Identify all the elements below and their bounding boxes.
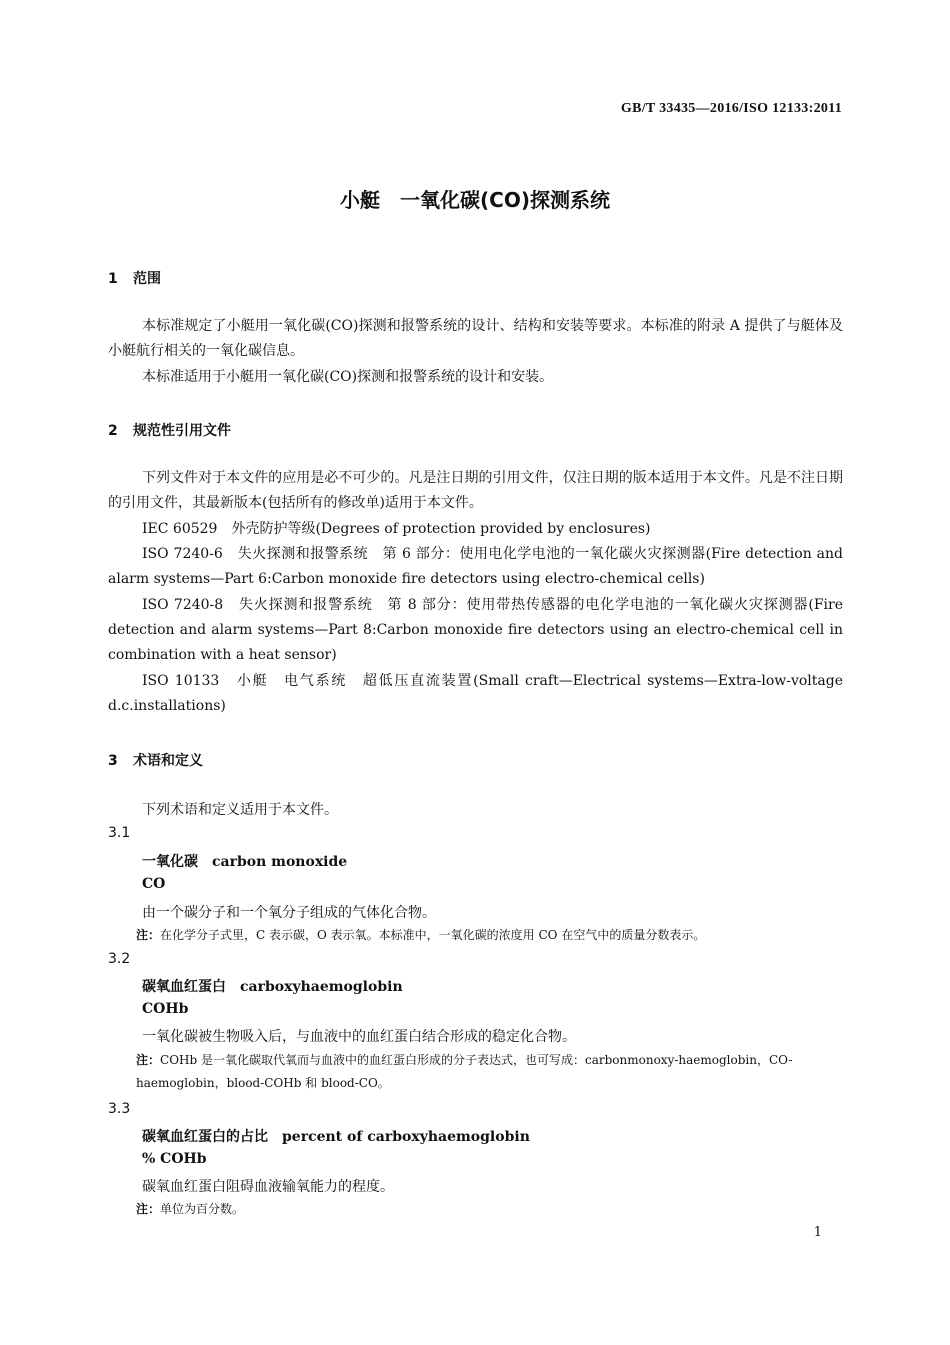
reference-item: ISO 10133 小艇 电气系统 超低压直流装置(Small craft—Electrical systems—Extra-low-voltage d.c.installations) (108, 673, 843, 714)
term-number: 3.3 (108, 1101, 131, 1117)
note-label: 注： (136, 928, 161, 942)
scope-paragraph-2: 本标准适用于小艇用一氧化碳(CO)探测和报警系统的设计和安装。 (142, 369, 554, 385)
term-symbol: % COHb (142, 1151, 207, 1167)
note-text: COHb 是一氧化碳取代氧而与血液中的血红蛋白形成的分子表达式，也可写成：carbonmonoxy-haemoglobin，CO-haemoglobin，blood-COHb 和 blood-CO。 (136, 1053, 793, 1090)
note-text: 单位为百分数。 (160, 1202, 245, 1216)
term-name: 碳氧血红蛋白的占比 percent of carboxyhaemoglobin (142, 1129, 530, 1145)
standard-code: GB/T 33435—2016/ISO 12133:2011 (620, 101, 842, 116)
section-heading-normative-references (108, 420, 231, 440)
document-title: 小艇 一氧化碳(CO)探测系统 (340, 188, 610, 212)
term-note (136, 1049, 842, 1095)
term-number: 3.2 (108, 951, 131, 967)
term-note (136, 924, 842, 947)
term-symbol: COHb (142, 1001, 189, 1017)
section-title: 范围 (133, 271, 161, 287)
term-note (136, 1198, 842, 1221)
section-number: 2 (108, 423, 118, 439)
section-number: 1 (108, 271, 118, 287)
term-name: 碳氧血红蛋白 carboxyhaemoglobin (142, 979, 403, 995)
note-label: 注： (136, 1053, 161, 1067)
section-title: 规范性引用文件 (133, 423, 231, 439)
term-number: 3.1 (108, 825, 131, 841)
references-intro: 下列文件对于本文件的应用是必不可少的。凡是注日期的引用文件，仅注日期的版本适用于本文件。凡是不注日期的引用文件，其最新版本(包括所有的修改单)适用于本文件。 (108, 470, 843, 511)
terms-intro: 下列术语和定义适用于本文件。 (142, 802, 338, 818)
term-definition: 由一个碳分子和一个氧分子组成的气体化合物。 (142, 905, 436, 921)
note-label: 注： (136, 1202, 161, 1216)
reference-item: ISO 7240-8 失火探测和报警系统 第 8 部分：使用带热传感器的电化学电池的一氧化碳火灾探测器(Fire detection and alarm systems—Part 8:Carbon monoxide fire detectors using an electro-chemical cell in combination with a heat sensor) (108, 597, 843, 663)
term-definition: 碳氧血红蛋白阻碍血液输氧能力的程度。 (142, 1179, 394, 1195)
reference-item: ISO 7240-6 失火探测和报警系统 第 6 部分：使用电化学电池的一氧化碳火灾探测器(Fire detection and alarm systems—Part 6:Carbon monoxide fire detectors using electro-chemical cells) (108, 546, 843, 587)
section-heading-terms (108, 750, 203, 770)
section-title: 术语和定义 (133, 753, 203, 769)
section-heading-scope (108, 268, 161, 288)
scope-paragraph-1: 本标准规定了小艇用一氧化碳(CO)探测和报警系统的设计、结构和安装等要求。本标准的附录 A 提供了与艇体及小艇航行相关的一氧化碳信息。 (108, 318, 843, 359)
term-definition: 一氧化碳被生物吸入后，与血液中的血红蛋白结合形成的稳定化合物。 (142, 1029, 576, 1045)
page-number: 1 (813, 1225, 822, 1240)
term-name: 一氧化碳 carbon monoxide (142, 854, 348, 870)
term-symbol: CO (142, 876, 166, 892)
section-number: 3 (108, 753, 118, 769)
reference-item: IEC 60529 外壳防护等级(Degrees of protection provided by enclosures) (142, 521, 651, 537)
note-text: 在化学分子式里，C 表示碳，O 表示氧。本标准中，一氧化碳的浓度用 CO 在空气中的质量分数表示。 (160, 928, 706, 942)
